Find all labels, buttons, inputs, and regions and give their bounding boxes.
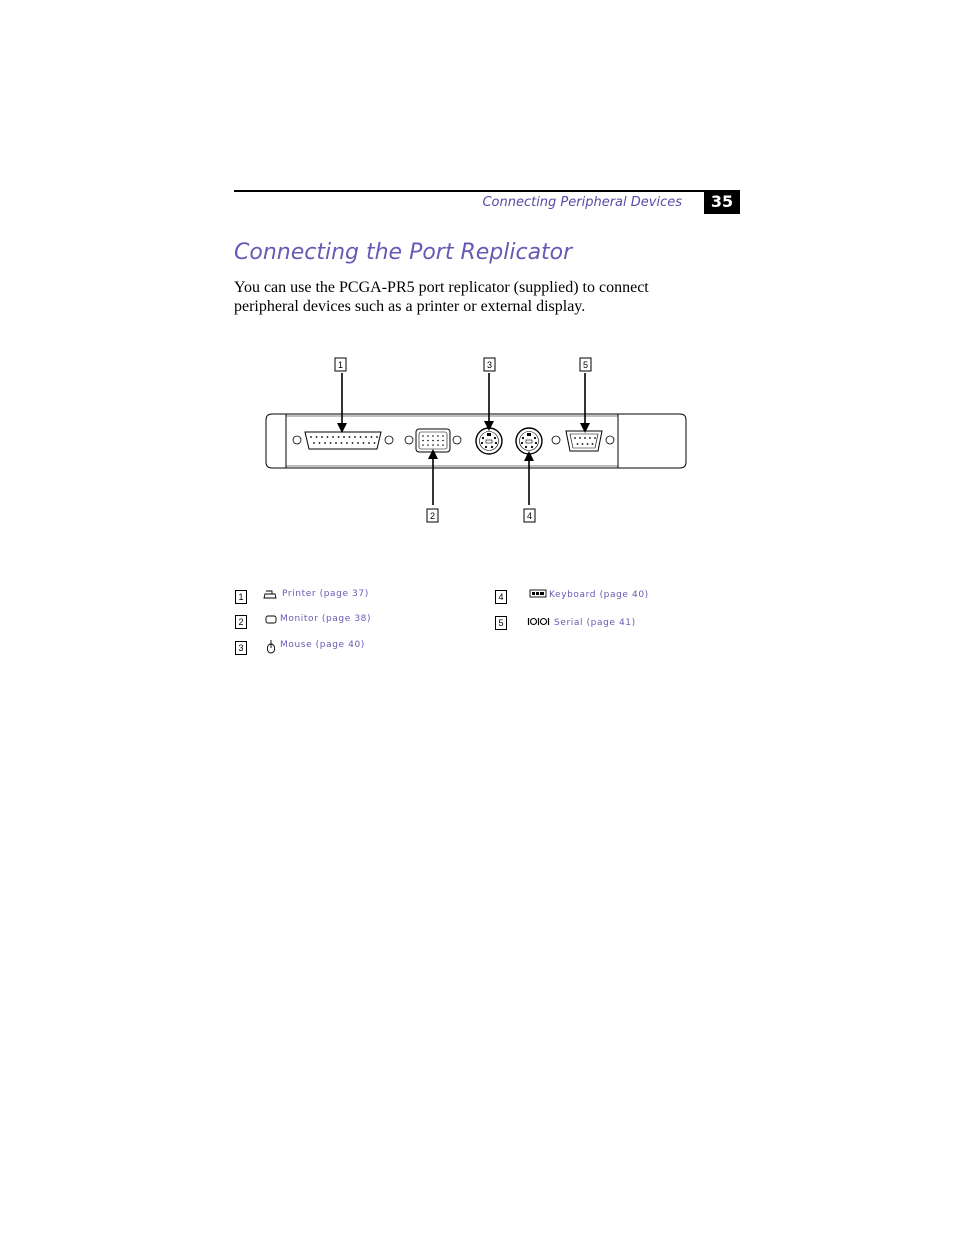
printer-icon xyxy=(263,590,277,600)
serial-icon xyxy=(527,617,551,627)
legend-label: Serial (page 41) xyxy=(554,618,636,628)
legend-label: Printer (page 37) xyxy=(282,589,369,599)
legend-number: 1 xyxy=(235,590,247,604)
intro-paragraph: You can use the PCGA-PR5 port replicator (supplied) to connect peripheral devices such as a printer or external display. xyxy=(234,279,649,315)
legend-label: Mouse (page 40) xyxy=(280,640,365,650)
legend-number: 4 xyxy=(495,590,507,604)
header-rule xyxy=(234,190,740,192)
legend-item-mouse xyxy=(234,640,434,656)
monitor-icon xyxy=(265,615,277,625)
legend-number: 3 xyxy=(235,641,247,655)
legend-item-printer xyxy=(234,589,434,605)
keyboard-icon xyxy=(529,589,547,599)
svg-text:5: 5 xyxy=(582,360,589,370)
mouse-port xyxy=(476,428,502,454)
printer-port xyxy=(293,432,393,449)
mouse-icon xyxy=(266,640,276,654)
legend-item-monitor xyxy=(234,614,434,630)
running-head: Connecting Peripheral Devices xyxy=(482,195,682,210)
legend-number: 2 xyxy=(235,615,247,629)
svg-text:4: 4 xyxy=(526,511,533,521)
legend-number: 5 xyxy=(495,616,507,630)
svg-text:2: 2 xyxy=(429,511,436,521)
svg-text:1: 1 xyxy=(337,360,344,370)
keyboard-port xyxy=(516,428,542,454)
svg-text:3: 3 xyxy=(486,360,493,370)
port-replicator-diagram xyxy=(250,350,700,530)
section-title: Connecting the Port Replicator xyxy=(234,240,573,265)
legend-item-keyboard xyxy=(494,589,694,605)
page-number: 35 xyxy=(704,190,740,214)
legend-label: Monitor (page 38) xyxy=(280,614,372,624)
legend-item-serial xyxy=(494,617,694,633)
legend-label: Keyboard (page 40) xyxy=(549,590,649,600)
